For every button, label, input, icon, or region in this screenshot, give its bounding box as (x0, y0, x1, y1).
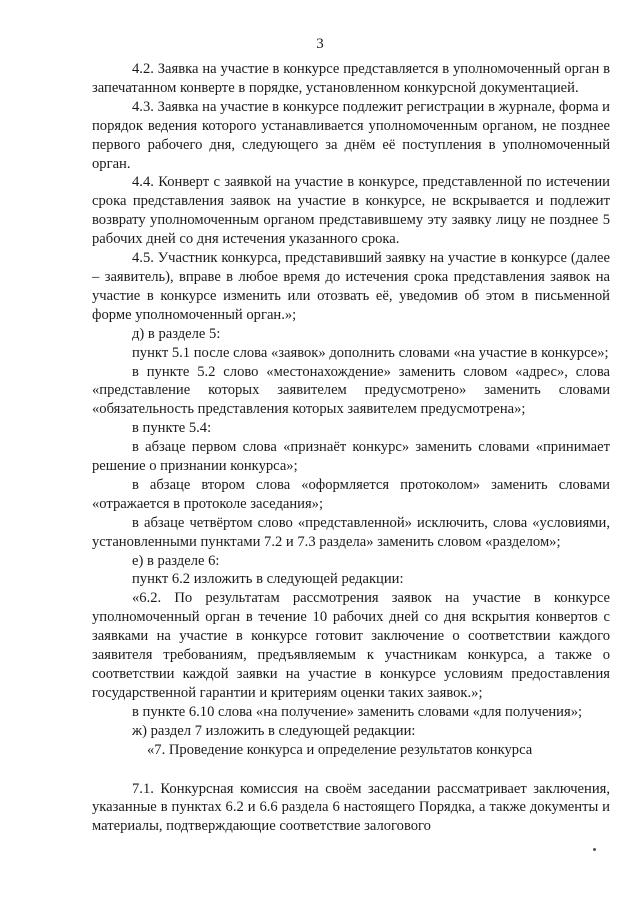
amendment-6-2-intro: пункт 6.2 изложить в следующей редакции: (132, 571, 404, 588)
section-spacer (92, 760, 610, 780)
document-body (92, 60, 610, 836)
paragraph-4-4: 4.4. Конверт с заявкой на участие в конкурсе, представленной по истечении срока представления заявок на участие в конкурсе, не вскрывается и подлежит возврату уполномоченным органом представившему эту заявку лицу не позднее 5 рабочих дней со дня истечения указанного срока. (92, 174, 610, 248)
paragraph-4-2: 4.2. Заявка на участие в конкурсе представляется в уполномоченный орган в запечатанном конверте в порядке, установленном конкурсной документацией. (92, 61, 610, 96)
amendment-5-1: пункт 5.1 после слова «заявок» дополнить словами «на участие в конкурсе»; (132, 344, 609, 361)
amendment-5-4-para-1: в абзаце первом слова «признаёт конкурс» заменить словами «принимает решение о признании конкурса»; (92, 439, 610, 475)
paragraph-7-1: 7.1. Конкурсная комиссия на своём заседании рассматривает заключения, указанные в пунктах 6.2 и 6.6 раздела 6 настоящего Порядка, а также документы и материалы, подтверждающие соответствие залогового (92, 780, 610, 835)
item-d: д) в разделе 5: (132, 325, 221, 342)
page-number: 3 (316, 36, 324, 52)
item-zh: ж) раздел 7 изложить в следующей редакции: (132, 722, 416, 739)
paragraph-4-3: 4.3. Заявка на участие в конкурсе подлежит регистрации в журнале, форма и порядок ведения которого устанавливается уполномоченным органом, не позднее первого рабочего дня, следующего за днём её поступления в уполномоченный орган. (92, 98, 610, 172)
amendment-6-2-text: «6.2. По результатам рассмотрения заявок на участие в конкурсе уполномоченный орган в течение 10 рабочих дней со дня вскрытия конвертов с заявками на участие в конкурсе готовит заключение о соответствии каждого заявителя требованиям, предъявляемым к участникам конкурса, а также о соответствии каждой заявки на участие в конкурсе условиям предоставления государственной гарантии и критериям оценки таких заявок.»; (92, 590, 610, 701)
amendment-6-10: в пункте 6.10 слова «на получение» заменить словами «для получения»; (132, 703, 583, 720)
amendment-5-2: в пункте 5.2 слово «местонахождение» заменить словом «адрес», слова «представление которых заявителем предусмотрено» заменить словами «обязательность представления которых заявителем предусмотрена»; (92, 363, 610, 418)
scan-mark (593, 848, 596, 851)
item-e: е) в разделе 6: (132, 552, 220, 569)
amendment-5-4-para-2: в абзаце втором слова «оформляется протоколом» заменить словами «отражается в протоколе заседания»; (92, 476, 610, 512)
amendment-5-4-para-4: в абзаце четвёртом слово «представленной» исключить, слова «условиями, установленными пунктами 7.2 и 7.3 раздела» заменить словом «разделом»; (92, 514, 610, 550)
amendment-5-4: в пункте 5.4: (132, 420, 212, 437)
section-7-heading: «7. Проведение конкурса и определение результатов конкурса (147, 741, 533, 758)
paragraph-4-5: 4.5. Участник конкурса, представивший заявку на участие в конкурсе (далее – заявитель), вправе в любое время до истечения срока представления заявок на участие в конкурсе изменить или отозвать её, уведомив об этом в письменной форме уполномоченный орган.»; (92, 250, 610, 323)
